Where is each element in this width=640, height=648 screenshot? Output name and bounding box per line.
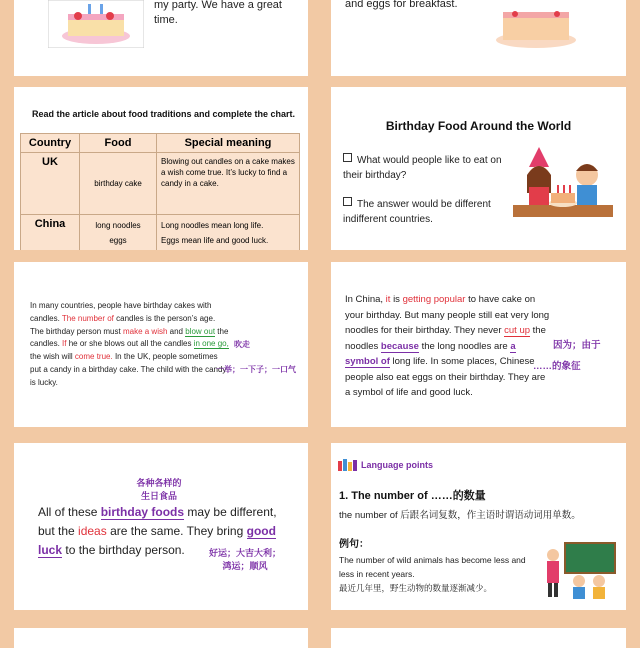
article-china-text: In China, it is getting popular to have cake on your birthday. But many people still eat very long noodles for their birthday. They never cut up the noodles because the long noodles are a symbol of long life. In some places, Chinese people also eat eggs on their birthday. They are a symbol of life and good luck. [345, 294, 550, 398]
point-title: 1. The number of ……的数量 [339, 490, 486, 502]
slide-thumbnail-8[interactable] [331, 443, 626, 610]
example-label: 例句： [339, 539, 369, 550]
row-uk-country: UK [21, 153, 80, 215]
note-because: 因为；由于 [553, 340, 601, 351]
slide-thumbnail-6[interactable] [331, 262, 626, 427]
grammar-rule: the number of 后跟名词复数，作主语时谓语动词用单数。 [339, 510, 581, 521]
food-long-noodles: long noodles [95, 221, 141, 230]
row-uk-food: birthday cake [80, 153, 157, 215]
kids-with-cake-illustration [507, 147, 619, 229]
slide-thumbnail-7[interactable] [14, 443, 308, 610]
cake-illustration [481, 0, 591, 52]
food-traditions-table [20, 133, 300, 250]
header-country: Country [21, 134, 80, 153]
books-icon [338, 459, 358, 471]
meaning-eggs: Eggs mean life and good luck. [161, 236, 269, 245]
row-china-country: China [21, 215, 80, 251]
note-in-one-go: 一举；一下子；一口气 [216, 365, 296, 374]
slide-thumbnail-9[interactable] [14, 628, 308, 648]
checkbox-icon [343, 153, 352, 162]
slide-thumbnail-2[interactable] [331, 0, 626, 76]
example-chinese: 最近几年里，野生动物的数量逐渐减少。 [339, 583, 493, 593]
row-china-food [80, 215, 157, 251]
slide1-text: my party. We have a great time. [154, 0, 282, 26]
summary-text: All of these birthday foods may be different, but the ideas are the same. They bring good luck to the birthday person. [38, 505, 277, 557]
slide-thumbnail-1[interactable] [14, 0, 308, 76]
slide-thumbnail-3[interactable] [14, 87, 308, 250]
chart-instruction: Read the article about food traditions and complete the chart. [32, 109, 296, 119]
meaning-noodles: Long noodles mean long life. [161, 221, 264, 230]
question-2: The answer would be different indifferent countries. [343, 199, 491, 225]
slide-thumbnail-4[interactable] [331, 87, 626, 250]
slide-thumbnail-5[interactable] [14, 262, 308, 427]
note-blow-out: 吹走 [234, 340, 250, 349]
note-a-symbol-of: ……的象征 [533, 361, 581, 372]
example-english: The number of wild animals has become less and less in recent years. [339, 555, 526, 579]
language-points-header: Language points [361, 460, 433, 470]
row-uk-meaning: Blowing out candles on a cake makes a wish come true. It’s lucky to find a candy in a cake. [157, 153, 300, 215]
note-good-luck: 好运；大吉大利； 鸿运；顺风 [208, 548, 281, 571]
header-food: Food [80, 134, 157, 153]
header-special-meaning: Special meaning [157, 134, 300, 153]
slide2-text: and eggs for breakfast. [345, 0, 458, 10]
food-eggs: eggs [109, 236, 127, 245]
row-china-meaning [157, 215, 300, 251]
checkbox-icon [343, 197, 352, 206]
slide-title: Birthday Food Around the World [385, 119, 572, 133]
slide-thumbnail-10[interactable] [331, 628, 626, 648]
cake-illustration [48, 0, 144, 48]
classroom-illustration [541, 541, 617, 601]
question-1: What would people like to eat on their birthday? [343, 155, 502, 181]
note-birthday-foods: 各种各样的 生日食品 [136, 478, 182, 501]
article-uk-text: In many countries, people have birthday cakes with candles. The number of candles is the person’s age. The birthday person must make a wish and blow out the candles. If he or she blows out all the candles in one go, the wish will come true. In the UK, people sometimes put a candy in a birthday cake. The child with the candy is lucky. [30, 301, 229, 387]
